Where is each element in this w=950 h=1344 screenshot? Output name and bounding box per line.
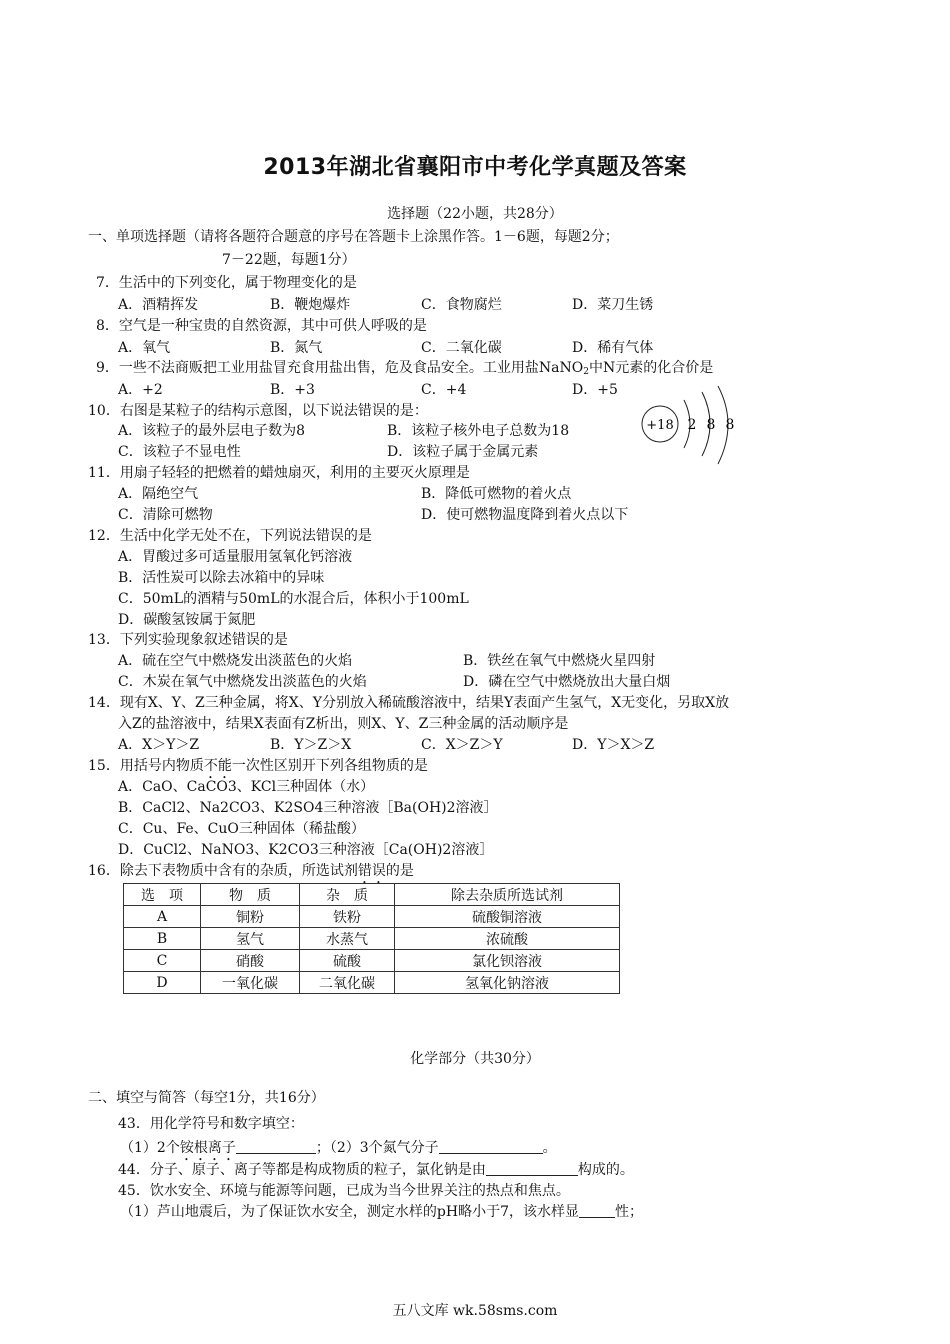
q10-option-a: A．该粒子的最外层电子数为8 [118, 423, 306, 439]
table-cell: 二氧化碳 [300, 972, 395, 994]
table-header-row [124, 884, 620, 906]
table-row [124, 906, 620, 928]
table-row [124, 928, 620, 950]
q43-stem: 43．用化学符号和数字填空： [118, 1116, 304, 1132]
q8-option-d: D．稀有气体 [572, 340, 654, 356]
table-cell: 硫酸铜溶液 [395, 906, 620, 928]
table-cell: 铜粉 [201, 906, 300, 928]
table-cell: 一氧化碳 [201, 972, 300, 994]
q11-option-c: C．清除可燃物 [118, 507, 213, 523]
section1-instruction: 一、单项选择题（请将各题符合题意的序号在答题卡上涂黑作答。1－6题，每题2分； [88, 229, 619, 245]
q11-option-b: B．降低可燃物的着火点 [421, 486, 572, 502]
q8-option-a: A．氧气 [118, 340, 171, 356]
q14-option-d: D．Y＞X＞Z [572, 737, 655, 753]
nucleus-charge: +18 [646, 418, 674, 433]
q45-stem: 45．饮水安全、环境与能源等问题，已成为当今世界关注的热点和焦点。 [118, 1183, 570, 1199]
table-cell: 浓硫酸 [395, 928, 620, 950]
q13-stem: 13．下列实验现象叙述错误的是 [88, 632, 288, 648]
table-header: 选 项 [124, 884, 201, 906]
q13-option-d: D．磷在空气中燃烧放出大量白烟 [463, 674, 671, 690]
shell-1-electrons: 2 [687, 417, 697, 433]
q43-part1: （1）2个铵根离子 ；（2）3个氮气分子 。 [120, 1140, 557, 1156]
q44-stem: 44．分子、原子、离子等都是构成物质的粒子，氯化钠是由 构成的。 [118, 1162, 634, 1178]
table-header: 物 质 [201, 884, 300, 906]
q13-option-c: C．木炭在氧气中燃烧发出淡蓝色的火焰 [118, 674, 367, 690]
table-cell: 氯化钡溶液 [395, 950, 620, 972]
table-cell: A [124, 906, 201, 928]
section2-title: 二、填空与简答（每空1分，共16分） [88, 1090, 325, 1106]
table-header: 除去杂质所选试剂 [395, 884, 620, 906]
q14-option-a: A．X＞Y＞Z [118, 737, 200, 753]
table-row [124, 972, 620, 994]
q15-option-c: C．Cu、Fe、CuO三种固体（稀盐酸） [118, 821, 365, 837]
q7-option-c: C．食物腐烂 [421, 297, 502, 313]
answer-blank[interactable] [579, 1203, 615, 1218]
q11-stem: 11．用扇子轻轻的把燃着的蜡烛扇灭，利用的主要灭火原理是 [88, 465, 470, 481]
q12-option-c: C．50mL的酒精与50mL的水混合后，体积小于100mL [118, 591, 469, 607]
atom-structure-diagram [636, 386, 756, 466]
table-cell: 水蒸气 [300, 928, 395, 950]
section1-instruction-cont: 7－22题，每题1分） [222, 252, 356, 268]
shell-2-electrons: 8 [706, 417, 716, 433]
shell-3-electrons: 8 [725, 417, 735, 433]
q15-option-a: A．CaO、CaCO3、KCl三种固体（水） [118, 779, 375, 795]
q10-option-b: B．该粒子核外电子总数为18 [387, 423, 570, 439]
q10-option-c: C．该粒子不显电性 [118, 444, 241, 460]
q13-option-a: A．硫在空气中燃烧发出淡蓝色的火焰 [118, 653, 353, 669]
table-cell: 氢氧化钠溶液 [395, 972, 620, 994]
answer-blank[interactable] [486, 1161, 578, 1176]
q12-stem: 12．生活中化学无处不在，下列说法错误的是 [88, 528, 372, 544]
page-title: 2013年湖北省襄阳市中考化学真题及答案 [263, 155, 687, 180]
q8-stem: 8．空气是一种宝贵的自然资源，其中可供人呼吸的是 [96, 318, 427, 334]
q7-option-a: A．酒精挥发 [118, 297, 199, 313]
table-cell: 硝酸 [201, 950, 300, 972]
q9-option-d: D．+5 [572, 382, 618, 398]
table-row [124, 950, 620, 972]
table-cell: D [124, 972, 201, 994]
q16-stem: 16．除去下表物质中含有的杂质，所选试剂错误的是 [88, 863, 414, 879]
q12-option-b: B．活性炭可以除去冰箱中的异味 [118, 570, 325, 586]
q12-option-d: D．碳酸氢铵属于氮肥 [118, 612, 256, 628]
q7-stem: 7．生活中的下列变化，属于物理变化的是 [96, 275, 357, 291]
q9-option-b: B．+3 [270, 382, 315, 398]
q11-option-d: D．使可燃物温度降到着火点以下 [421, 507, 629, 523]
section1-header: 选择题（22小题，共28分） [387, 206, 563, 222]
table-cell: 铁粉 [300, 906, 395, 928]
q7-option-d: D．菜刀生锈 [572, 297, 654, 313]
q9-stem: 9．一些不法商贩把工业用盐冒充食用盐出售，危及食品安全。工业用盐NaNO$_2$中N元素的化合价是 [96, 360, 714, 377]
page-footer: 五八文库 wk.58sms.com [392, 1303, 558, 1319]
q12-option-a: A．胃酸过多可适量服用氢氧化钙溶液 [118, 549, 353, 565]
q7-option-b: B．鞭炮爆炸 [270, 297, 351, 313]
q14-option-c: C．X＞Z＞Y [421, 737, 503, 753]
table-cell: B [124, 928, 201, 950]
table-header: 杂 质 [300, 884, 395, 906]
answer-blank[interactable] [236, 1139, 316, 1154]
q15-option-d: D．CuCl2、NaNO3、K2CO3三种溶液［Ca(OH)2溶液］ [118, 842, 494, 858]
q13-option-b: B．铁丝在氧气中燃烧火星四射 [463, 653, 656, 669]
table-cell: 硫酸 [300, 950, 395, 972]
q14-stem: 14．现有X、Y、Z三种金属，将X、Y分别放入稀硫酸溶液中，结果Y表面产生氢气，X无变化，另取X放 [88, 695, 730, 711]
q15-stem: 15．用括号内物质不能一次性区别开下列各组物质的是 [88, 758, 428, 774]
q11-option-a: A．隔绝空气 [118, 486, 199, 502]
q14-stem-cont: 入Z的盐溶液中，结果X表面有Z析出，则X、Y、Z三种金属的活动顺序是 [118, 716, 569, 732]
q9-option-c: C．+4 [421, 382, 467, 398]
q45-part1: （1）芦山地震后，为了保证饮水安全，测定水样的pH略小于7，该水样显 性； [120, 1204, 643, 1220]
q10-stem: 10．右图是某粒子的结构示意图，以下说法错误的是： [88, 403, 428, 419]
q8-option-c: C．二氧化碳 [421, 340, 502, 356]
q8-option-b: B．氮气 [270, 340, 323, 356]
answer-blank[interactable] [439, 1139, 543, 1154]
table-cell: C [124, 950, 201, 972]
q10-option-d: D．该粒子属于金属元素 [387, 444, 539, 460]
section2-header: 化学部分（共30分） [410, 1051, 540, 1067]
table-cell: 氢气 [201, 928, 300, 950]
q9-option-a: A．+2 [118, 382, 163, 398]
q16-table [123, 883, 620, 994]
q14-option-b: B．Y＞Z＞X [270, 737, 352, 753]
q15-option-b: B．CaCl2、Na2CO3、K2SO4三种溶液［Ba(OH)2溶液］ [118, 800, 498, 816]
